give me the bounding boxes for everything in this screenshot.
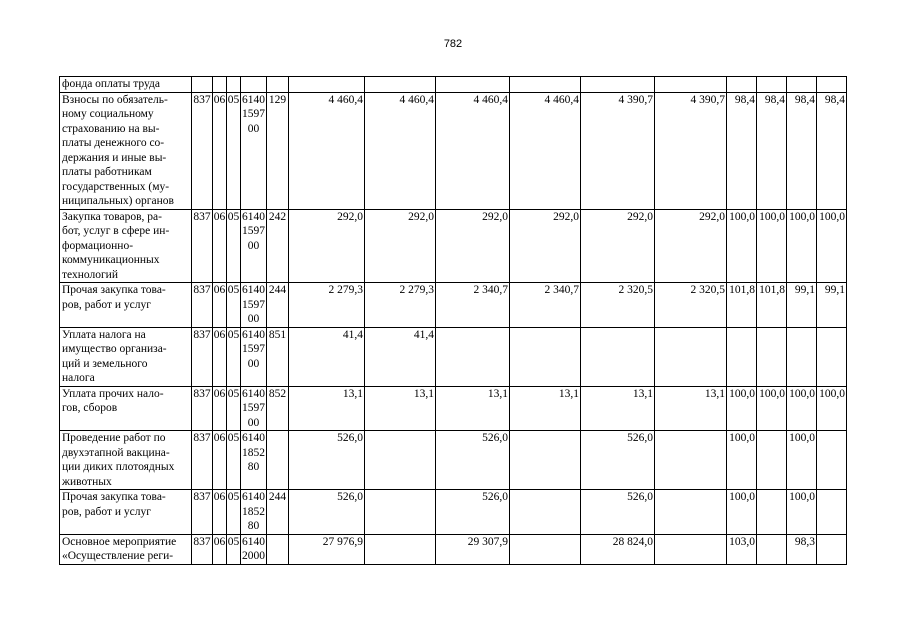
table-row [60, 431, 847, 490]
value-6: 13,1 [655, 386, 727, 431]
value-1: 41,4 [289, 327, 365, 386]
admin-code: 837 [192, 534, 213, 564]
percent-4: 100,0 [817, 386, 847, 431]
value-4: 4 460,4 [510, 92, 581, 209]
percent-2: 98,4 [757, 92, 787, 209]
value-1: 526,0 [289, 431, 365, 490]
admin-code: 837 [192, 327, 213, 386]
table-row [60, 490, 847, 535]
expense-type-code: 242 [267, 209, 289, 283]
expense-type-code: 244 [267, 283, 289, 328]
section-code: 06 [213, 209, 227, 283]
row-name: Уплата налога на имущество организа- ций и земельного налога [60, 327, 192, 386]
value-6 [655, 431, 727, 490]
value-1 [289, 77, 365, 93]
subsection-code: 05 [227, 490, 241, 535]
percent-2 [757, 327, 787, 386]
value-5: 2 320,5 [581, 283, 655, 328]
admin-code: 837 [192, 92, 213, 209]
row-name: Уплата прочих нало- гов, сборов [60, 386, 192, 431]
value-3: 526,0 [436, 431, 510, 490]
target-article-code: 6140 1597 00 [242, 284, 265, 325]
percent-3: 99,1 [787, 283, 817, 328]
table-row [60, 327, 847, 386]
value-6: 292,0 [655, 209, 727, 283]
subsection-code: 05 [227, 283, 241, 328]
subsection-code: 05 [227, 92, 241, 209]
percent-1: 100,0 [727, 386, 757, 431]
value-4 [510, 77, 581, 93]
value-2 [365, 534, 436, 564]
value-2 [365, 431, 436, 490]
value-4 [510, 490, 581, 535]
value-6 [655, 327, 727, 386]
value-3: 13,1 [436, 386, 510, 431]
percent-1: 101,8 [727, 283, 757, 328]
table-row [60, 386, 847, 431]
admin-code: 837 [192, 386, 213, 431]
percent-1: 98,4 [727, 92, 757, 209]
admin-code: 837 [192, 209, 213, 283]
value-5: 526,0 [581, 431, 655, 490]
table-row [60, 209, 847, 283]
value-3: 2 340,7 [436, 283, 510, 328]
percent-3 [787, 327, 817, 386]
target-article-code: 6140 1852 80 [242, 491, 265, 532]
value-3: 4 460,4 [436, 92, 510, 209]
percent-4 [817, 431, 847, 490]
percent-4: 99,1 [817, 283, 847, 328]
percent-4: 100,0 [817, 209, 847, 283]
table-row [60, 77, 847, 93]
value-2: 292,0 [365, 209, 436, 283]
value-2: 13,1 [365, 386, 436, 431]
percent-1: 103,0 [727, 534, 757, 564]
expense-type-code: 244 [267, 490, 289, 535]
target-article-code: 6140 1597 00 [241, 209, 267, 283]
value-2: 4 460,4 [365, 92, 436, 209]
admin-code: 837 [192, 490, 213, 535]
expense-type-code [267, 431, 289, 490]
percent-4 [817, 490, 847, 535]
percent-2: 101,8 [757, 283, 787, 328]
row-name: Взносы по обязатель- ному социальному страхованию на вы- платы денежного со- держания и иные вы- платы работникам государственных (му- ниципальных) органов [60, 92, 192, 209]
value-6 [655, 534, 727, 564]
value-3: 29 307,9 [436, 534, 510, 564]
value-2: 41,4 [365, 327, 436, 386]
section-code [213, 77, 227, 93]
percent-4: 98,4 [817, 92, 847, 209]
value-2: 2 279,3 [365, 283, 436, 328]
subsection-code: 05 [227, 209, 241, 283]
percent-2 [757, 77, 787, 93]
percent-3: 100,0 [787, 431, 817, 490]
subsection-code: 05 [227, 431, 241, 490]
percent-2 [757, 431, 787, 490]
percent-3: 98,4 [787, 92, 817, 209]
percent-2 [757, 534, 787, 564]
percent-3: 98,3 [787, 534, 817, 564]
value-3 [436, 77, 510, 93]
value-1: 292,0 [289, 209, 365, 283]
expense-type-code: 851 [267, 327, 289, 386]
subsection-code [227, 77, 241, 93]
value-2 [365, 77, 436, 93]
expense-type-code [267, 534, 289, 564]
section-code: 06 [213, 327, 227, 386]
value-1: 4 460,4 [289, 92, 365, 209]
section-code: 06 [213, 283, 227, 328]
row-name: Проведение работ по двухэтапной вакцина- ции диких плотоядных животных [60, 431, 192, 490]
target-article-code: 6140 1597 00 [241, 327, 267, 386]
target-article-code [241, 77, 267, 93]
percent-1 [727, 327, 757, 386]
admin-code: 837 [192, 431, 213, 490]
value-1: 2 279,3 [289, 283, 365, 328]
percent-4 [817, 534, 847, 564]
subsection-code: 05 [227, 386, 241, 431]
expense-type-code: 129 [267, 92, 289, 209]
value-5: 13,1 [581, 386, 655, 431]
value-4 [510, 327, 581, 386]
percent-1: 100,0 [727, 431, 757, 490]
value-5: 28 824,0 [581, 534, 655, 564]
value-6 [655, 490, 727, 535]
percent-4 [817, 327, 847, 386]
value-6: 2 320,5 [655, 283, 727, 328]
page-number: 782 [443, 38, 463, 50]
percent-3: 100,0 [787, 386, 817, 431]
percent-2 [757, 490, 787, 535]
target-article-code: 6140 1597 00 [242, 387, 265, 429]
value-6: 4 390,7 [655, 92, 727, 209]
percent-3: 100,0 [787, 490, 817, 535]
expense-type-code [267, 77, 289, 93]
percent-2: 100,0 [757, 386, 787, 431]
section-code: 06 [213, 490, 227, 535]
target-article-code: 6140 1852 80 [241, 431, 267, 490]
table-row [60, 92, 847, 209]
percent-1 [727, 77, 757, 93]
budget-table [59, 76, 847, 565]
row-name: фонда оплаты труда [60, 77, 192, 93]
percent-4 [817, 77, 847, 93]
value-4 [510, 534, 581, 564]
percent-3 [787, 77, 817, 93]
subsection-code: 05 [227, 534, 241, 564]
subsection-code: 05 [227, 327, 241, 386]
value-6 [655, 77, 727, 93]
value-5 [581, 77, 655, 93]
admin-code [192, 77, 213, 93]
value-4: 13,1 [510, 386, 581, 431]
section-code: 06 [213, 431, 227, 490]
section-code: 06 [213, 534, 227, 564]
row-name: Прочая закупка това- ров, работ и услуг [60, 283, 192, 328]
value-3: 292,0 [436, 209, 510, 283]
value-1: 13,1 [289, 386, 365, 431]
row-name: Прочая закупка това- ров, работ и услуг [60, 490, 192, 535]
expense-type-code: 852 [267, 386, 289, 431]
value-4: 2 340,7 [510, 283, 581, 328]
value-4 [510, 431, 581, 490]
value-5: 4 390,7 [581, 92, 655, 209]
percent-1: 100,0 [727, 490, 757, 535]
value-1: 526,0 [289, 490, 365, 535]
value-5 [581, 327, 655, 386]
table-row [60, 534, 847, 564]
value-5: 292,0 [581, 209, 655, 283]
row-name: Закупка товаров, ра- бот, услуг в сфере ин- формационно- коммуникационных технологий [60, 209, 192, 283]
percent-2: 100,0 [757, 209, 787, 283]
value-5: 526,0 [581, 490, 655, 535]
percent-3: 100,0 [787, 209, 817, 283]
section-code: 06 [213, 92, 227, 209]
value-3 [436, 327, 510, 386]
table-row [60, 283, 847, 328]
row-name: Основное мероприятие «Осуществление реги- [60, 534, 192, 564]
value-1: 27 976,9 [289, 534, 365, 564]
section-code: 06 [213, 386, 227, 431]
target-article-code: 6140 1597 00 [241, 92, 267, 209]
percent-1: 100,0 [727, 209, 757, 283]
value-4: 292,0 [510, 209, 581, 283]
value-2 [365, 490, 436, 535]
admin-code: 837 [192, 283, 213, 328]
target-article-code: 6140 2000 [242, 535, 265, 562]
value-3: 526,0 [436, 490, 510, 535]
